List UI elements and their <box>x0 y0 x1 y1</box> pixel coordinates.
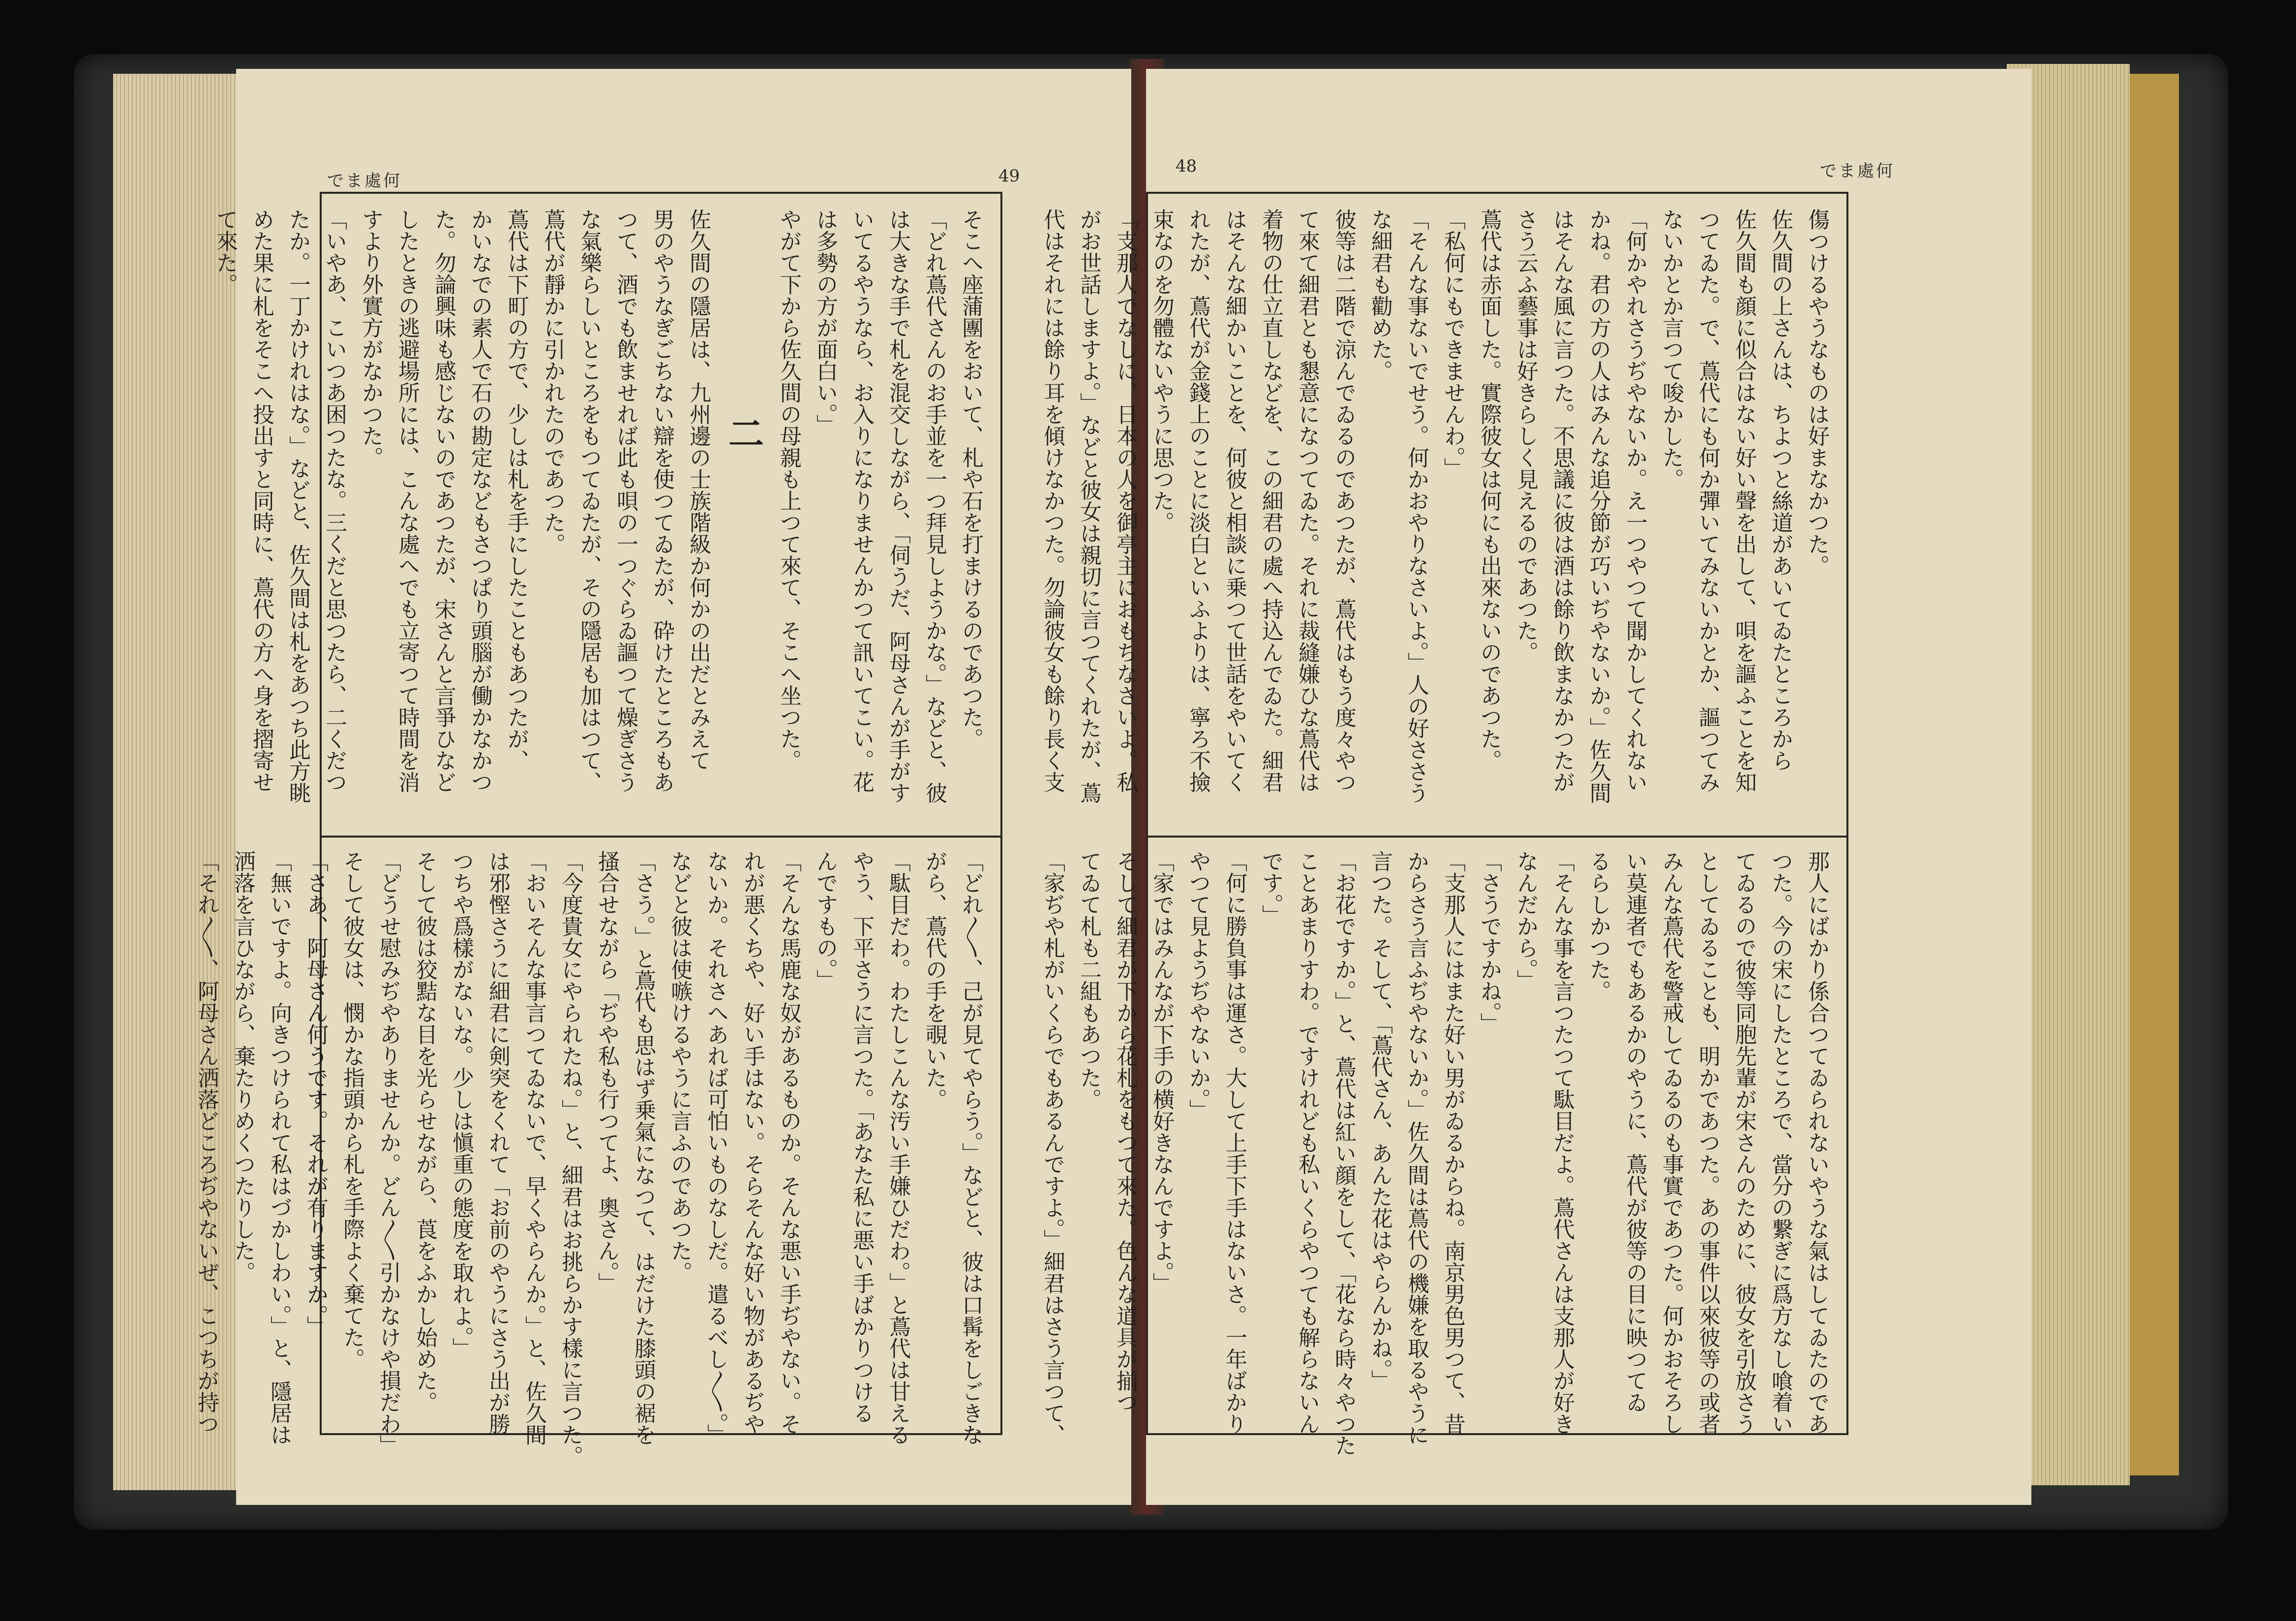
text-line: 「さうですかね。」 <box>1477 850 1502 1034</box>
text-line: はそんな細かいことを、何彼と相談に乗つて世話をやいてく <box>1222 209 1247 793</box>
lower-text-block <box>194 850 989 1467</box>
text-line: 言つた。そして、「蔦代さん、あんた花はやらんかね。」 <box>1367 850 1392 1391</box>
text-line: 「そんな馬鹿な奴があるものか。そんな悪い手ぢやない。そ <box>776 850 801 1435</box>
text-line: 佐久間も顔に似合はない好い聲を出して、唄を謳ふことを知 <box>1731 209 1756 793</box>
running-head: でま處何 <box>1820 161 1895 181</box>
text-line: は邪慳さうに細君に剣突をくれて「お前のやうにさう出が勝 <box>485 850 510 1435</box>
section-heading: 二 <box>723 415 764 450</box>
text-line: 傷つけるやうなものは好まなかつた。 <box>1804 209 1829 576</box>
text-line: としてゐることも、明かであつた。あの事件以來彼等の或者 <box>1695 850 1720 1435</box>
text-line: 「おいそんな事言つてゐないで、早くやらんか。」と、佐久間 <box>521 850 546 1445</box>
page-number: 49 <box>998 166 1020 186</box>
text-line: なんだから。」 <box>1513 850 1538 991</box>
text-line: は大きな手で札を混交しながら、「伺うだ、阿母さんが手がす <box>885 209 910 804</box>
text-line: したときの逃避場所には、こんな處へでも立寄つて時間を消 <box>394 209 420 793</box>
text-line: な細君も勸めた。 <box>1367 209 1392 382</box>
text-line: そして彼は狡黠な目を光らせながら、莨をふかし始めた。 <box>412 850 437 1413</box>
text-line: ことあまりすわ。ですけれども私いくらやつても解らないん <box>1295 850 1320 1435</box>
page-number: 48 <box>1176 156 1197 176</box>
text-line: 「どれ蔦代さんのお手並を一つ拜見しようかな。」などと、彼 <box>922 209 947 804</box>
text-line: 着物の仕立直しなどを、この細君の處へ持込んでゐた。細君 <box>1258 209 1283 793</box>
text-line: そして彼女は、憫かな指頭から札を手際よく棄てた。 <box>339 850 364 1370</box>
text-line: 「それ〳〵、阿母さん洒落どころぢやないぜ、こつちが持つ <box>194 850 219 1435</box>
text-line: みんな蔦代を警戒してゐるのも事實であつた。何かおそろし <box>1659 850 1684 1435</box>
text-line: 「いやあ、こいつあ困つたな。三くだと思つたら、二くだつ <box>322 209 347 793</box>
text-line: 「そんな事ないでせう。何かおやりなさいよ。」人の好ささう <box>1404 209 1429 804</box>
text-line: はそんな風に言つた。不思議に彼は酒は餘り飲まなかつたが <box>1549 209 1574 793</box>
text-line: 那人にばかり係合つてゐられないやうな氣はしてゐたのであ <box>1804 850 1829 1435</box>
text-frame <box>194 192 1002 1467</box>
text-line: 「支那人でなしに、日本の人を御亭主におもちなさいよ。私 <box>1113 209 1138 793</box>
text-line: 蔦代は赤面した。實際彼女は何にも出來ないのであつた。 <box>1477 209 1502 771</box>
text-line: 「お花ですか。」と、蔦代は紅い顔をして、「花なら時々やつた <box>1331 850 1356 1456</box>
text-line: 洒落を言ひながら、棄たりめくつたりした。 <box>230 850 255 1283</box>
text-line: 「何に勝負事は運さ。大して上手下手はないさ。一年ばかり <box>1222 850 1247 1435</box>
text-line: 佐久間の隱居は、九州邊の士族階級か何かの出だとみえて <box>686 209 711 771</box>
text-line: すより外實方がなかつた。 <box>358 209 383 468</box>
text-line: 搔合せながら「ぢや私も行つてよ、奧さん。」 <box>594 850 619 1294</box>
text-line: やつて見ようぢやないか。」 <box>1185 850 1210 1121</box>
text-line: た。勿論興味も感じないのであつたが、宋さんと言爭ひなど <box>431 209 456 793</box>
text-line: つた。今の宋にしたところで、當分の繋ぎに爲方なし喰着い <box>1768 850 1793 1435</box>
text-line: 「私何にもできませんわ。」 <box>1440 209 1465 479</box>
text-line: 代はそれには餘り耳を傾けなかつた。勿論彼女も餘り長く支 <box>1040 209 1065 793</box>
right-page <box>1040 69 2031 1505</box>
text-line: そして細君が下から花札をもつて來た。色んな道具が揃つ <box>1113 850 1138 1413</box>
tier-divider <box>1148 836 1846 838</box>
text-line: やう、下平さうに言つた。「あなた私に悪い手ばかりつける <box>849 850 874 1424</box>
text-line: つて、酒でも飲ませれば此も唄の一つぐらゐ謳つて燥ぎさう <box>613 209 638 793</box>
text-line: 佐久間の上さんは、ちよつと絲道があいてゐたところから <box>1768 209 1793 771</box>
text-line: そこへ座蒲團をおいて、札や石を打まけるのであつた。 <box>958 209 983 750</box>
text-line: いてるやうなら、お入りになりませんかつて訊いてこい。花 <box>849 209 874 793</box>
text-line: 「どれ〳〵、己が見てやらう。」などと、彼は口髯をしごきな <box>958 850 983 1445</box>
text-line: かいなでの素人で石の勘定などもさつぱり頭腦が働かなかつ <box>467 209 492 793</box>
text-line: 「家ぢや札がいくらでもあるんですよ。」細君はさう言つて、 <box>1040 850 1065 1445</box>
text-line: 「支那人にはまた好い男がゐるからね。南京男色男つて、昔 <box>1440 850 1465 1435</box>
running-head: でま處何 <box>327 171 402 191</box>
text-line: がお世話しますよ。」などと彼女は親切に言つてくれたが、蔦 <box>1076 209 1101 804</box>
left-page <box>194 69 1131 1505</box>
upper-text-block <box>1040 209 1835 818</box>
text-line: れが悪くちや、好い手はない。そらそんな好い物があるぢや <box>740 850 765 1435</box>
text-line: な氣樂らしいところをもつてゐたが、その隱居も加はつて、 <box>576 209 602 793</box>
text-line: 「今度貴女にやられたね。」と、細君はお挑らかす樣に言つた。 <box>558 850 583 1467</box>
text-line: つてゐた。で、蔦代にも何か彈いてみないかとか、謳つてみ <box>1695 209 1720 793</box>
text-line: たか。一丁かけれはな。」などと、佐久間は札をあつち此方眺 <box>285 209 310 804</box>
text-line: やがて下から佐久間の母親も上つて來て、そこへ坐つた。 <box>776 209 801 771</box>
text-line: んですもの。」 <box>813 850 838 991</box>
text-line: 彼等は二階で涼んでゐるのであつたが、蔦代はもう度々やつ <box>1331 209 1356 793</box>
text-line: 「そんな事を言つたつて駄目だよ。蔦代さんは支那人が好き <box>1549 850 1574 1435</box>
text-line: 「無いですよ。向きつけられて私はづかしわい。」と、隱居は <box>267 850 292 1445</box>
text-line: 男のやうなぎごちない辯を使つてゐたが、砕けたところもあ <box>649 209 674 793</box>
text-line: 「家ではみんなが下手の横好きなんですよ。」 <box>1149 850 1174 1294</box>
upper-text-block <box>212 209 989 818</box>
text-frame <box>1040 192 1848 1456</box>
text-line: い莫連者でもあるかのやうに、蔦代が彼等の目に映つてゐ <box>1622 850 1647 1413</box>
text-line: 「さう。」と蔦代も思はず乗氣になつて、はだけた膝頭の裾を <box>631 850 656 1445</box>
lower-text-block <box>1040 850 1835 1456</box>
text-line: 蔦代が靜かに引かれたのであつた。 <box>540 209 565 555</box>
text-line: 蔦代は下町の方で、少しは札を手にしたこともあつたが、 <box>504 209 529 771</box>
text-line: 「何かやれさうぢやないか。え一つやつて聞かしてくれない <box>1622 209 1647 793</box>
text-line: めた果に札をそこへ投出すと同時に、蔦代の方へ身を摺寄せ <box>249 209 274 793</box>
text-line: るらしかつた。 <box>1586 850 1611 1002</box>
text-line: からさう言ふぢやないか。」佐久間は蔦代の機嫌を取るやうに <box>1404 850 1429 1445</box>
text-line: 「どうせ慰みぢやありませんか。どん〳〵引かなけや損だわ」 <box>376 850 401 1456</box>
text-line: さう云ふ藝事は好きらしく見えるのであつた。 <box>1513 209 1538 663</box>
text-line: て來た。 <box>212 209 238 295</box>
text-line: ないか。それさへあれば可怕いものなしだ。遣るべし〳〵。」 <box>703 850 728 1445</box>
text-line: などと彼は使嗾けるやうに言ふのであつた。 <box>667 850 692 1283</box>
text-line: てゐて札も二組もあつた。 <box>1076 850 1101 1110</box>
text-line: れたが、蔦代が金錢上のことに淡白といふよりは、寧ろ不撿 <box>1185 209 1210 793</box>
text-line: 「さあ、阿母さん何うです。それが有りますか。」 <box>303 850 328 1337</box>
tier-divider <box>322 836 1000 838</box>
text-line: かね。君の方の人はみんな追分節が巧いぢやないか。」佐久間 <box>1586 209 1611 804</box>
text-line: ないかとか言つて唆かした。 <box>1659 209 1684 490</box>
text-line: てゐるので彼等同胞先輩が宋さんのために、彼女を引放さう <box>1731 850 1756 1435</box>
text-line: は多勢の方が面白い。」 <box>813 209 838 436</box>
text-line: 「駄目だわ。わたしこんな汚い手嫌ひだわ。」と蔦代は甘える <box>885 850 910 1445</box>
text-line: です。」 <box>1258 850 1283 926</box>
text-line: つちや爲樣がないな。少しは愼重の態度を取れよ。」 <box>449 850 474 1359</box>
text-line: 束なのを勿體ないやうに思つた。 <box>1149 209 1174 533</box>
text-line: て來て細君とも懇意になつてゐた。それに裁縫嫌ひな蔦代は <box>1295 209 1320 793</box>
text-line: がら、蔦代の手を覗いた。 <box>922 850 947 1110</box>
